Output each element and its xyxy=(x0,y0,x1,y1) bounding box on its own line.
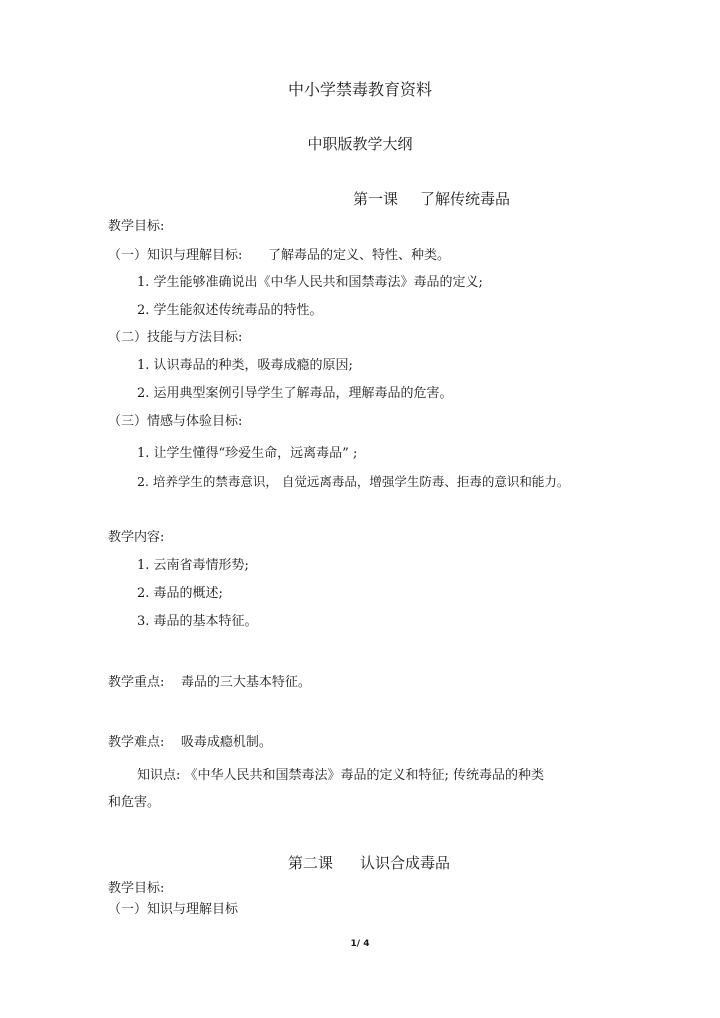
lesson1-obj1-label: （一）知识与理解目标: xyxy=(108,248,243,263)
list-item: 1. 认识毒品的种类，吸毒成瘾的原因; xyxy=(137,358,353,373)
list-item: 2. 运用典型案例引导学生了解毒品，理解毒品的危害。 xyxy=(137,386,453,401)
list-item: 1. 让学生懂得“珍爱生命，远离毒品” ; xyxy=(137,446,358,461)
lesson1-objectives-label: 教学目标: xyxy=(108,219,165,234)
lesson1-obj1-desc: 了解毒品的定义、特性、种类。 xyxy=(268,248,451,263)
list-item: 1. 云南省毒情形势; xyxy=(137,558,249,573)
list-item: 3. 毒品的基本特征。 xyxy=(137,614,258,629)
page-number: 1/ 4 xyxy=(350,939,370,949)
lesson2-name: 认识合成毒品 xyxy=(360,854,451,872)
list-item: 2. 学生能叙述传统毒品的特性。 xyxy=(137,303,323,318)
lesson1-number: 第一课 xyxy=(353,190,399,208)
document-title: 中小学禁毒教育资料 xyxy=(287,80,432,99)
document-subtitle: 中职版教学大纲 xyxy=(307,135,413,153)
lesson1-obj2-label: （二）技能与方法目标: xyxy=(108,330,243,345)
lesson1-obj3-label: （三）情感与体验目标: xyxy=(108,414,243,429)
lesson1-key-point: 教学重点: 毒品的三大基本特征。 xyxy=(108,675,311,690)
list-item: 2. 毒品的概述; xyxy=(137,586,223,601)
lesson2-objectives-label: 教学目标: xyxy=(108,881,165,896)
list-item: 2. 培养学生的禁毒意识， 自觉远离毒品，增强学生防毒、拒毒的意识和能力。 xyxy=(137,474,570,489)
lesson1-difficulty: 教学难点: 吸毒成瘾机制。 xyxy=(108,735,272,750)
lesson2-obj1-label: （一）知识与理解目标 xyxy=(108,902,239,917)
lesson1-knowledge-line2: 和危害。 xyxy=(108,795,161,810)
lesson1-knowledge-line1: 知识点: 《中华人民共和国禁毒法》毒品的定义和特征; 传统毒品的种类 xyxy=(137,768,545,783)
lesson1-content-label: 教学内容: xyxy=(108,530,165,545)
list-item: 1. 学生能够准确说出《中华人民共和国禁毒法》毒品的定义; xyxy=(137,275,483,290)
lesson2-number: 第二课 xyxy=(288,854,334,872)
lesson1-name: 了解传统毒品 xyxy=(420,190,511,208)
